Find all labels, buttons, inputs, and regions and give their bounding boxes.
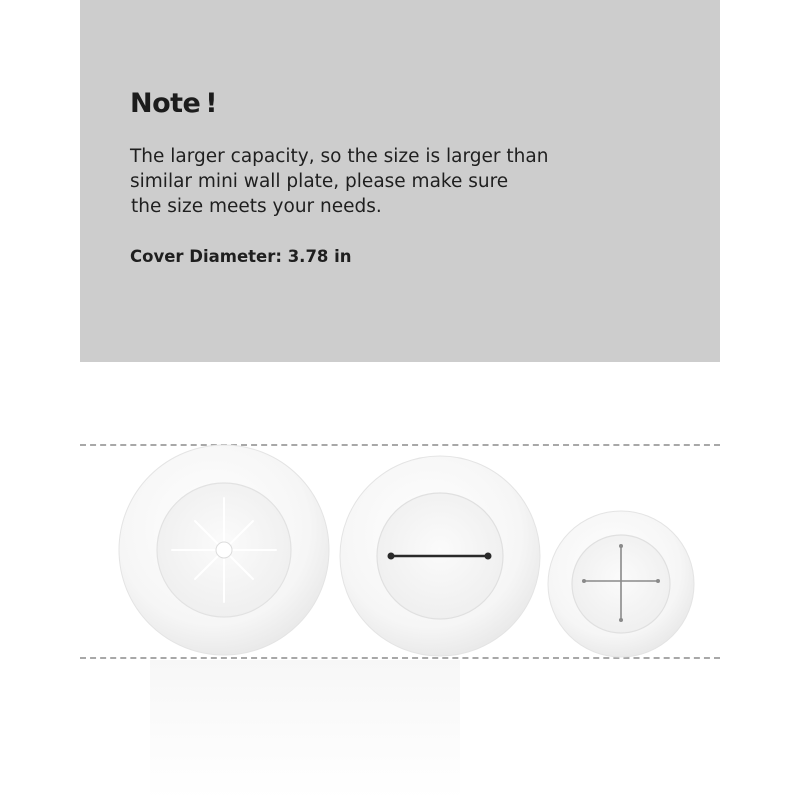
note-body-line: the size meets your needs. (131, 196, 382, 217)
center-hole-icon (216, 542, 232, 558)
note-title: Note ! (130, 88, 218, 119)
single-slit-wall-plate (340, 456, 540, 656)
cover-diameter-label: Cover Diameter: 3.78 in (130, 247, 352, 266)
note-body-line: The larger capacity, so the size is larger than (130, 146, 549, 167)
cross-slit-wall-plate (548, 511, 694, 657)
starburst-slit-wall-plate (119, 445, 329, 655)
note-body-line: similar mini wall plate, please make sure (130, 171, 509, 192)
